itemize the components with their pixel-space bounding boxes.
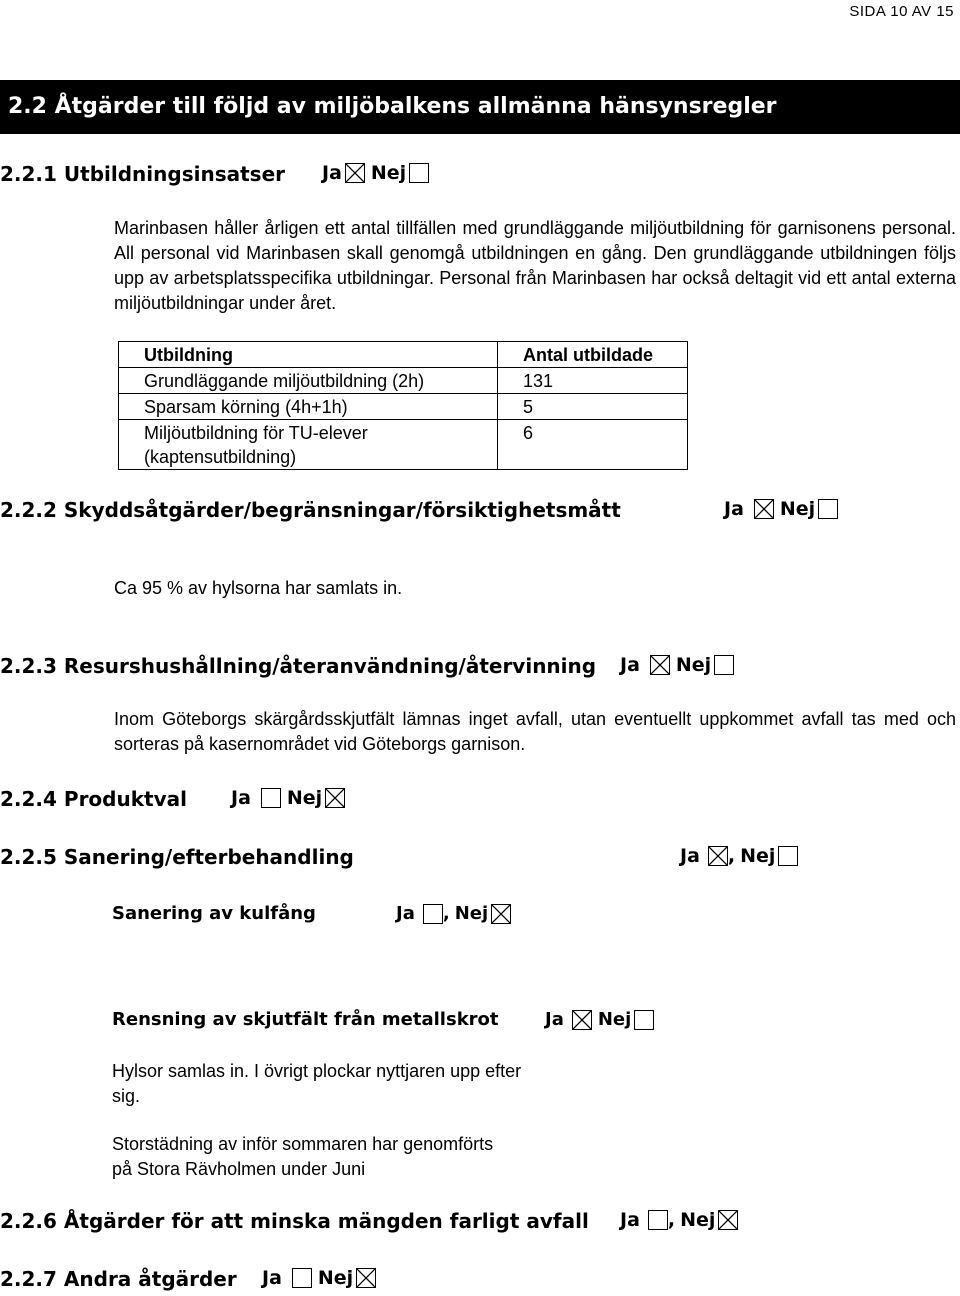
- nej-checkbox[interactable]: [356, 1268, 376, 1288]
- cross-mark-icon: [573, 1011, 591, 1029]
- nej-label: Nej: [317, 1267, 354, 1289]
- paragraph-rensning-2: Storstädning av inför sommaren har genomförts på Stora Rävholmen under Juni: [112, 1134, 494, 1179]
- cross-mark-icon: [651, 656, 669, 674]
- nej-checkbox[interactable]: [818, 499, 838, 519]
- table-cell: Grundläggande miljöutbildning (2h): [119, 368, 498, 394]
- paragraph-utbildningsinsatser: Marinbasen håller årligen ett antal tillfällen med grundläggande miljöutbildning för garnisonens personal. All personal vid Marinbasen skall genomgå utbildningen en gång. Den grundläggande utbildningen följs upp av arbetsplatsspecifika utbildningar. Personal från Marinbasen har också deltagit vid ett antal externa miljöutbildningar under året.: [114, 218, 956, 313]
- nej-label: Nej: [675, 654, 712, 676]
- heading-utbildningsinsatser: 2.2.1 Utbildningsinsatser: [0, 162, 285, 186]
- heading-andra-atgarder: 2.2.7 Andra åtgärder: [0, 1267, 237, 1291]
- paragraph-rensning-1: Hylsor samlas in. I övrigt plockar nyttjaren upp efter sig.: [112, 1061, 522, 1106]
- table-cell: 131: [498, 368, 688, 394]
- heading-farligt-avfall: 2.2.6 Åtgärder för att minska mängden farligt avfall: [0, 1209, 589, 1233]
- table-header-row: [119, 342, 688, 368]
- ja-checkbox[interactable]: [572, 1010, 592, 1030]
- heading-produktval: 2.2.4 Produktval: [0, 787, 187, 811]
- section-title-banner: [0, 80, 960, 134]
- ja-checkbox[interactable]: [345, 163, 365, 183]
- choice-sanering-kulfang: [396, 903, 517, 924]
- heading-resurshushallning: 2.2.3 Resurshushållning/återanvändning/återvinning: [0, 654, 597, 678]
- training-table: [118, 341, 688, 470]
- cross-mark-icon: [709, 847, 727, 865]
- choice-sanering-efterbehandling: [680, 845, 804, 867]
- nej-checkbox[interactable]: [634, 1010, 654, 1030]
- choice-skyddsatgarder: [724, 498, 844, 520]
- choice-produktval: [231, 787, 351, 809]
- table-header-cell: Utbildning: [119, 342, 498, 368]
- nej-checkbox[interactable]: [714, 655, 734, 675]
- cross-mark-icon: [719, 1211, 737, 1229]
- cross-mark-icon: [357, 1269, 375, 1287]
- choice-farligt-avfall: [620, 1209, 744, 1231]
- ja-checkbox[interactable]: [292, 1268, 312, 1288]
- nej-label: Nej: [740, 845, 776, 867]
- page-number: SIDA 10 AV 15: [849, 3, 954, 20]
- ja-label: Ja: [322, 162, 342, 184]
- nej-checkbox[interactable]: [778, 846, 798, 866]
- nej-label: Nej: [370, 162, 407, 184]
- ja-label: Ja: [620, 654, 640, 676]
- table-cell: Miljöutbildning för TU-elever (kaptensutbildning): [119, 420, 498, 470]
- table-row: [119, 368, 688, 394]
- section-title: 2.2 Åtgärder till följd av miljöbalkens allmänna hänsynsregler: [8, 94, 777, 119]
- ja-label: Ja: [231, 787, 251, 809]
- nej-label: Nej: [779, 498, 816, 520]
- separator: ,: [667, 1209, 676, 1231]
- ja-label: Ja: [262, 1267, 282, 1289]
- table-cell: Sparsam körning (4h+1h): [119, 394, 498, 420]
- nej-label: Nej: [454, 903, 489, 924]
- ja-checkbox[interactable]: [708, 846, 728, 866]
- table-cell: 6: [498, 420, 688, 470]
- paragraph-skyddsatgarder: Ca 95 % av hylsorna har samlats in.: [114, 578, 403, 598]
- ja-label: Ja: [724, 498, 744, 520]
- ja-label: Ja: [620, 1209, 640, 1231]
- heading-sanering-kulfang: Sanering av kulfång: [112, 903, 316, 924]
- ja-checkbox[interactable]: [648, 1210, 668, 1230]
- choice-andra-atgarder: [262, 1267, 382, 1289]
- cross-mark-icon: [492, 905, 510, 923]
- nej-label: Nej: [286, 787, 323, 809]
- cross-mark-icon: [326, 789, 344, 807]
- ja-label: Ja: [396, 903, 415, 924]
- table-row: [119, 420, 688, 470]
- nej-checkbox[interactable]: [491, 904, 511, 924]
- cross-mark-icon: [755, 500, 773, 518]
- nej-label: Nej: [680, 1209, 716, 1231]
- heading-skyddsatgarder: 2.2.2 Skyddsåtgärder/begränsningar/försiktighetsmått: [0, 498, 621, 522]
- separator: ,: [442, 903, 450, 924]
- paragraph-resurshushallning: Inom Göteborgs skärgårdsskjutfält lämnas inget avfall, utan eventuellt uppkommet avfall tas med och sorteras på kasernområdet vid Göteborgs garnison.: [114, 709, 956, 754]
- ja-label: Ja: [545, 1009, 564, 1030]
- nej-checkbox[interactable]: [325, 788, 345, 808]
- ja-label: Ja: [680, 845, 700, 867]
- choice-utbildningsinsatser: [322, 162, 435, 184]
- nej-checkbox[interactable]: [718, 1210, 738, 1230]
- cross-mark-icon: [346, 164, 364, 182]
- ja-checkbox[interactable]: [261, 788, 281, 808]
- nej-label: Nej: [597, 1009, 632, 1030]
- choice-rensning: [545, 1009, 660, 1030]
- ja-checkbox[interactable]: [650, 655, 670, 675]
- heading-sanering-efterbehandling: 2.2.5 Sanering/efterbehandling: [0, 845, 354, 869]
- nej-checkbox[interactable]: [409, 163, 429, 183]
- separator: ,: [727, 845, 736, 867]
- choice-resurshushallning: [620, 654, 740, 676]
- heading-rensning: Rensning av skjutfält från metallskrot: [112, 1009, 499, 1030]
- table-row: [119, 394, 688, 420]
- ja-checkbox[interactable]: [423, 904, 443, 924]
- table-cell: 5: [498, 394, 688, 420]
- ja-checkbox[interactable]: [754, 499, 774, 519]
- table-header-cell: Antal utbildade: [498, 342, 688, 368]
